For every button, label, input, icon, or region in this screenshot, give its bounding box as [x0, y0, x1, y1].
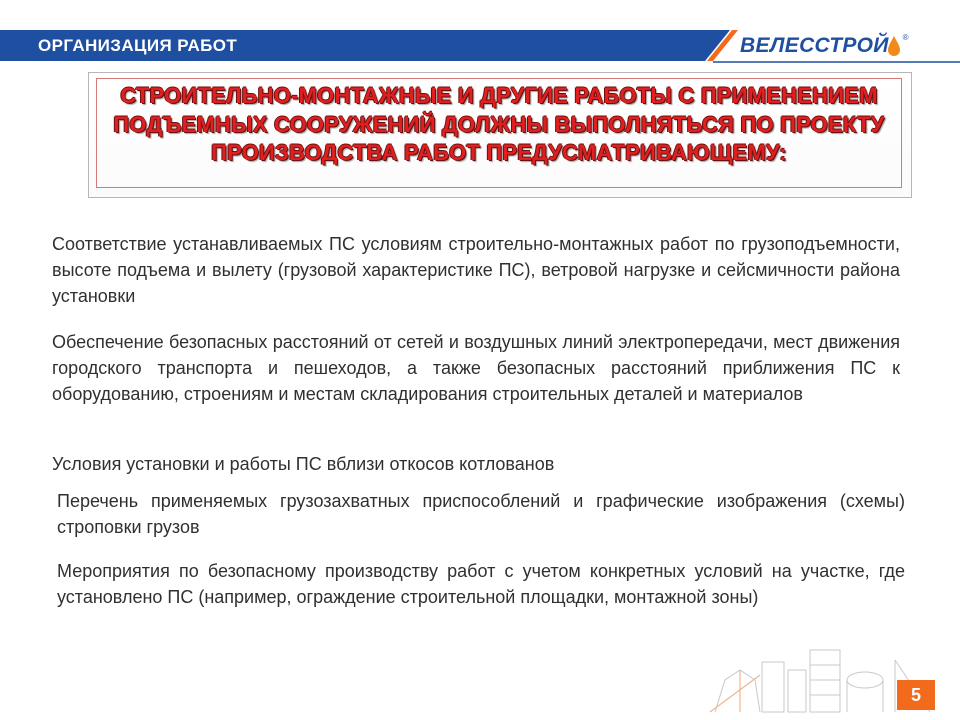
- footer-baseline: [700, 713, 960, 720]
- paragraph-safe-distances: Обеспечение безопасных расстояний от сетей и воздушных линий электропередачи, мест движения городского транспорта и пешеходов, а также безопасных расстояний приближения ПС к оборудованию, строениям и местам складирования строительных деталей и материалов: [52, 332, 900, 404]
- paragraph-safety-measures: Мероприятия по безопасному производству работ с учетом конкретных условий на участке, где установлено ПС (например, ограждение строительной площадки, монтажной зоны): [57, 561, 905, 607]
- logo-registered-mark: ®: [902, 33, 909, 42]
- logo-drop-icon: [887, 35, 901, 57]
- paragraph-load-capacity: Соответствие устанавливаемых ПС условиям строительно-монтажных работ по грузоподъемности, высоте подъема и вылету (грузовой характеристике ПС), ветровой нагрузке и сейсмичности района установки: [52, 234, 900, 306]
- page-number: 5: [910, 685, 921, 705]
- paragraph-slopes: Условия установки и работы ПС вблизи откосов котлованов: [52, 454, 555, 474]
- section-title: ОРГАНИЗАЦИЯ РАБОТ: [38, 36, 238, 55]
- company-logo: [740, 31, 909, 61]
- logo-text: ВЕЛЕССТРОЙ: [740, 34, 889, 57]
- slide-heading: СТРОИТЕЛЬНО-МОНТАЖНЫЕ И ДРУГИЕ РАБОТЫ С ПРИМЕНЕНИЕМ ПОДЪЕМНЫХ СООРУЖЕНИЙ ДОЛЖНЫ ВЫПОЛНЯТЬСЯ ПО ПРОЕКТУ ПРОИЗВОДСТВА РАБОТ ПРЕДУСМАТРИВАЮЩЕМУ:: [113, 83, 885, 165]
- orange-sketch-lines: [710, 670, 760, 712]
- paragraph-slinging: Перечень применяемых грузозахватных приспособлений и графические изображения (схемы) строповки грузов: [57, 491, 905, 537]
